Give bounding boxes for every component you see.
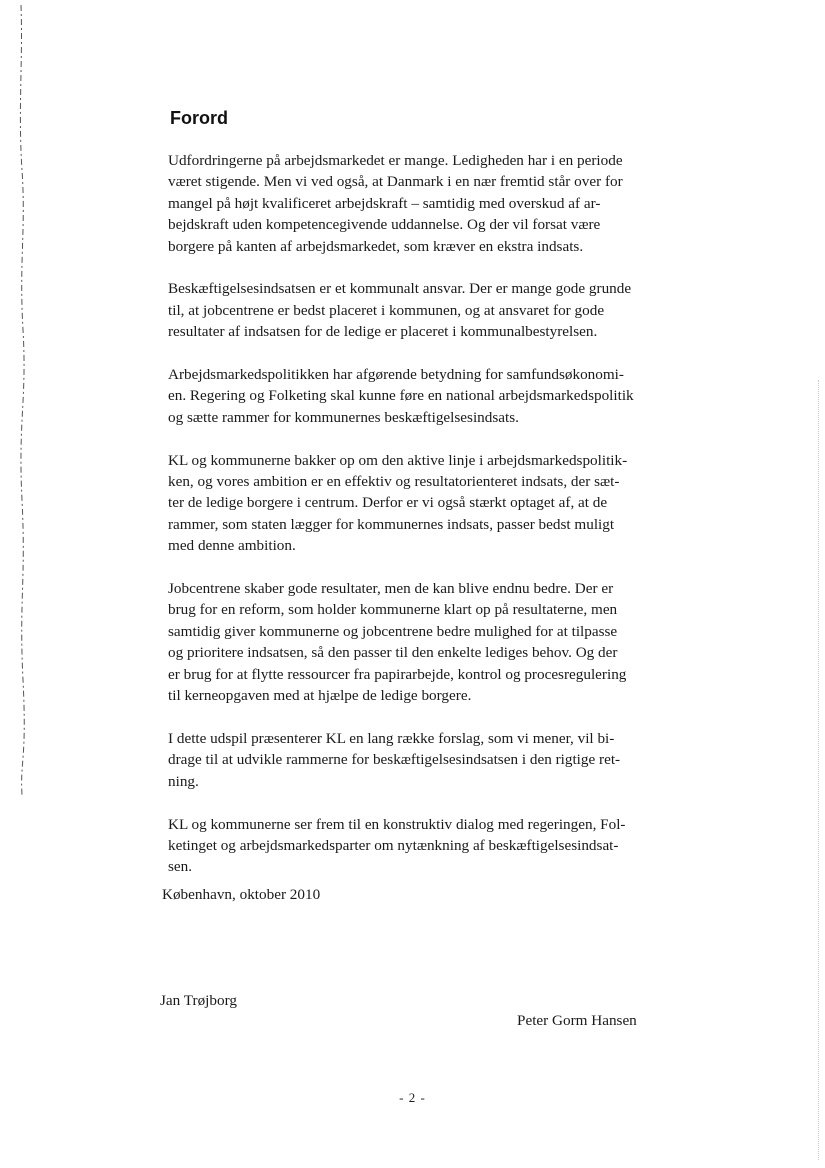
paragraph-7 [168, 814, 673, 878]
text-line: en. Regering og Folketing skal kunne føre en national arbejdsmarkedspolitik [168, 387, 634, 405]
text-line: borgere på kanten af arbejdsmarkedet, som kræver en ekstra indsats. [168, 237, 584, 255]
text-line: Jobcentrene skaber gode resultater, men de kan blive endnu bedre. Der er [168, 580, 614, 598]
text-line: bejdskraft uden kompetencegivende uddannelse. Og der vil forsat være [168, 216, 601, 234]
body-text [168, 150, 673, 899]
place-date: København, oktober 2010 [162, 886, 321, 903]
scan-edge-mark [818, 380, 821, 1160]
page-heading: Forord [170, 108, 228, 128]
paragraph-2 [168, 278, 673, 342]
text-line: samtidig giver kommunerne og jobcentrene bedre mulighed for at tilpasse [168, 622, 618, 640]
text-line: resultater af indsatsen for de ledige er placeret i kommunalbestyrelsen. [168, 323, 598, 341]
paragraph-4 [168, 450, 673, 557]
text-line: ter de ledige borgere i centrum. Derfor er vi også stærkt optaget af, at de [168, 494, 608, 512]
text-line: Arbejdsmarkedspolitikken har afgørende betydning for samfundsøkonomi- [168, 366, 624, 384]
paragraph-1 [168, 150, 673, 257]
text-line: med denne ambition. [168, 537, 296, 555]
paragraph-3 [168, 364, 673, 428]
text-line: mangel på højt kvalificeret arbejdskraft – samtidig med overskud af ar- [168, 194, 601, 212]
text-line: ketinget og arbejdsmarkedsparter om nytænkning af beskæftigelsesindsat- [168, 836, 619, 854]
signatory-right: Peter Gorm Hansen [517, 1012, 637, 1029]
text-line: ken, og vores ambition er en effektiv og resultatorienteret indsats, der sæt- [168, 473, 620, 491]
text-line: er brug for at flytte ressourcer fra papirarbejde, kontrol og procesregulering [168, 665, 627, 683]
text-line: ning. [168, 772, 199, 790]
text-line: Udfordringerne på arbejdsmarkedet er mange. Ledigheden har i en periode [168, 152, 623, 169]
text-line: været stigende. Men vi ved også, at Danmark i en nær fremtid står over for [168, 173, 623, 191]
text-line: og prioritere indsatsen, så den passer til den enkelte lediges behov. Og der [168, 644, 618, 662]
text-line: sen. [168, 858, 193, 876]
paragraph-6 [168, 728, 673, 792]
text-line: og sætte rammer for kommunernes beskæftigelsesindsats. [168, 408, 519, 426]
binding-edge-mark [14, 0, 28, 800]
text-line: til kerneopgaven med at hjælpe de ledige borgere. [168, 687, 472, 705]
text-line: KL og kommunerne ser frem til en konstruktiv dialog med regeringen, Fol- [168, 815, 626, 833]
paragraph-5 [168, 578, 673, 706]
text-line: Beskæftigelsesindsatsen er et kommunalt ansvar. Der er mange gode grunde [168, 280, 632, 298]
text-line: brug for en reform, som holder kommunerne klart op på resultaterne, men [168, 601, 618, 619]
text-line: til, at jobcentrene er bedst placeret i kommunen, og at ansvaret for gode [168, 301, 605, 319]
text-line: I dette udspil præsenterer KL en lang række forslag, som vi mener, vil bi- [168, 729, 615, 747]
text-line: drage til at udvikle rammerne for beskæftigelsesindsatsen i den rigtige ret- [168, 751, 621, 769]
text-line: rammer, som staten lægger for kommunernes indsats, passer bedst muligt [168, 515, 615, 533]
page-number: - 2 - [399, 1090, 426, 1105]
text-line: KL og kommunerne bakker op om den aktive linje i arbejdsmarkedspolitik- [168, 451, 628, 469]
signatory-left: Jan Trøjborg [160, 992, 237, 1009]
